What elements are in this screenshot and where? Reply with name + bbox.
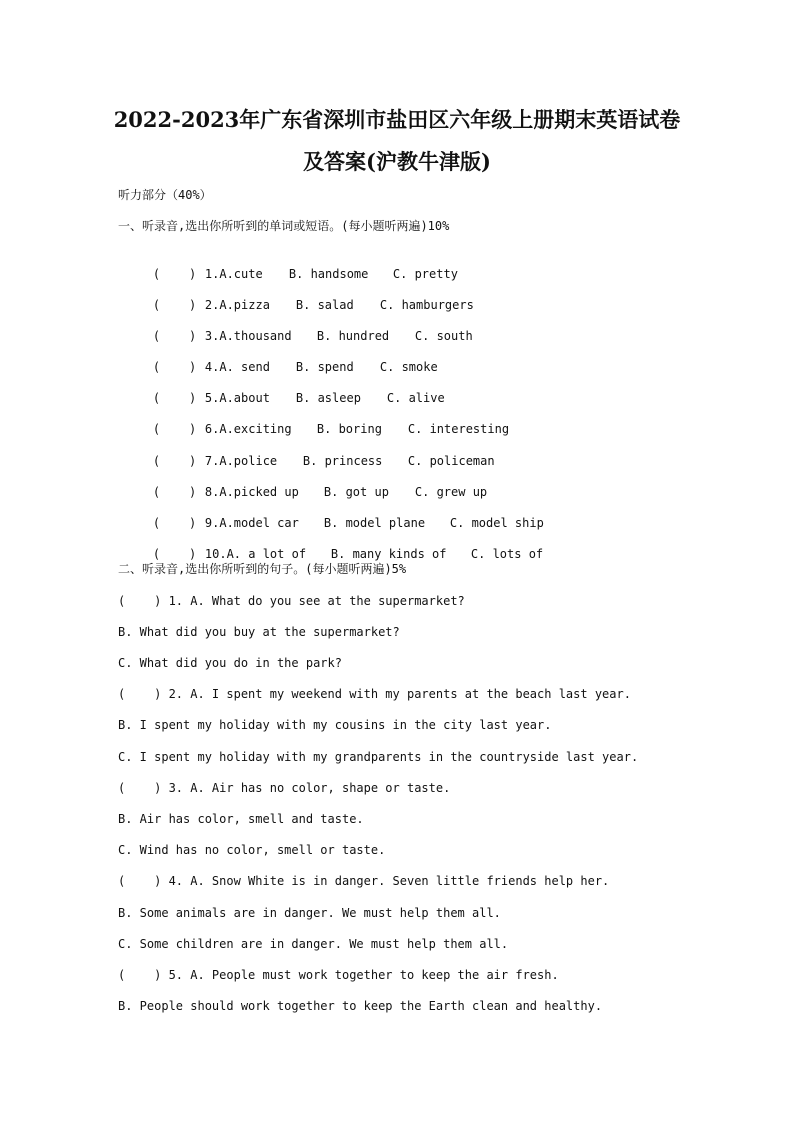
option-c: C. lots of bbox=[470, 547, 544, 561]
part2-question-3-option-b: B. Air has color, smell and taste. bbox=[118, 812, 364, 826]
option-c: C. pretty bbox=[392, 267, 458, 281]
option-a: 3.A.thousand bbox=[204, 329, 292, 343]
part2-question-1-option-a: ( ) 1. A. What do you see at the supermarket? bbox=[118, 594, 465, 608]
option-b: B. salad bbox=[295, 298, 354, 312]
option-a: 9.A.model car bbox=[204, 516, 299, 530]
answer-bracket: ( ) bbox=[152, 485, 197, 499]
option-a: 1.A.cute bbox=[204, 267, 263, 281]
option-c: C. policeman bbox=[407, 454, 495, 468]
option-b: B. princess bbox=[302, 454, 383, 468]
option-a: 8.A.picked up bbox=[204, 485, 299, 499]
option-c: C. south bbox=[414, 329, 473, 343]
answer-bracket: ( ) bbox=[152, 516, 197, 530]
part2-question-5-option-b: B. People should work together to keep the Earth clean and healthy. bbox=[118, 999, 603, 1013]
answer-bracket: ( ) bbox=[152, 267, 197, 281]
part2-heading: 二、听录音,选出你所听到的句子。(每小题听两遍)5% bbox=[118, 562, 407, 576]
part2-question-4-option-a: ( ) 4. A. Snow White is in danger. Seven little friends help her. bbox=[118, 874, 610, 888]
option-c: C. model ship bbox=[449, 516, 544, 530]
answer-bracket: ( ) bbox=[152, 422, 197, 436]
part2-question-2-option-c: C. I spent my holiday with my grandparents in the countryside last year. bbox=[118, 750, 639, 764]
option-a: 2.A.pizza bbox=[204, 298, 270, 312]
part2-question-1-option-b: B. What did you buy at the supermarket? bbox=[118, 625, 400, 639]
part2-question-5-option-a: ( ) 5. A. People must work together to keep the air fresh. bbox=[118, 968, 559, 982]
section-header: 听力部分（40%） bbox=[118, 188, 212, 202]
answer-bracket: ( ) bbox=[152, 329, 197, 343]
option-b: B. asleep bbox=[295, 391, 361, 405]
option-b: B. many kinds of bbox=[330, 547, 447, 561]
option-b: B. model plane bbox=[323, 516, 426, 530]
option-c: C. hamburgers bbox=[379, 298, 474, 312]
answer-bracket: ( ) bbox=[152, 298, 197, 312]
option-c: C. grew up bbox=[414, 485, 488, 499]
part2-question-4-option-c: C. Some children are in danger. We must help them all. bbox=[118, 937, 509, 951]
document-title-line-1: 2022-2023年广东省深圳市盐田区六年级上册期末英语试卷 bbox=[113, 107, 681, 132]
answer-bracket: ( ) bbox=[152, 360, 197, 374]
option-a: 7.A.police bbox=[204, 454, 278, 468]
part2-question-2-option-a: ( ) 2. A. I spent my weekend with my parents at the beach last year. bbox=[118, 687, 631, 701]
option-a: 4.A. send bbox=[204, 360, 270, 374]
option-a: 5.A.about bbox=[204, 391, 270, 405]
option-c: C. alive bbox=[386, 391, 445, 405]
option-c: C. interesting bbox=[407, 422, 510, 436]
document-title-line-2: 及答案(沪教牛津版) bbox=[303, 149, 491, 174]
option-b: B. spend bbox=[295, 360, 354, 374]
part2-question-4-option-b: B. Some animals are in danger. We must help them all. bbox=[118, 906, 501, 920]
option-c: C. smoke bbox=[379, 360, 438, 374]
part2-question-3-option-a: ( ) 3. A. Air has no color, shape or taste. bbox=[118, 781, 451, 795]
option-b: B. got up bbox=[323, 485, 389, 499]
part2-question-1-option-c: C. What did you do in the park? bbox=[118, 656, 342, 670]
option-a: 10.A. a lot of bbox=[204, 547, 307, 561]
part2-question-2-option-b: B. I spent my holiday with my cousins in the city last year. bbox=[118, 718, 552, 732]
part2-question-3-option-c: C. Wind has no color, smell or taste. bbox=[118, 843, 386, 857]
answer-bracket: ( ) bbox=[152, 454, 197, 468]
answer-bracket: ( ) bbox=[152, 547, 197, 561]
option-a: 6.A.exciting bbox=[204, 422, 292, 436]
option-b: B. handsome bbox=[288, 267, 369, 281]
part1-heading: 一、听录音,选出你所听到的单词或短语。(每小题听两遍)10% bbox=[118, 219, 450, 233]
answer-bracket: ( ) bbox=[152, 391, 197, 405]
option-b: B. hundred bbox=[316, 329, 390, 343]
option-b: B. boring bbox=[316, 422, 382, 436]
